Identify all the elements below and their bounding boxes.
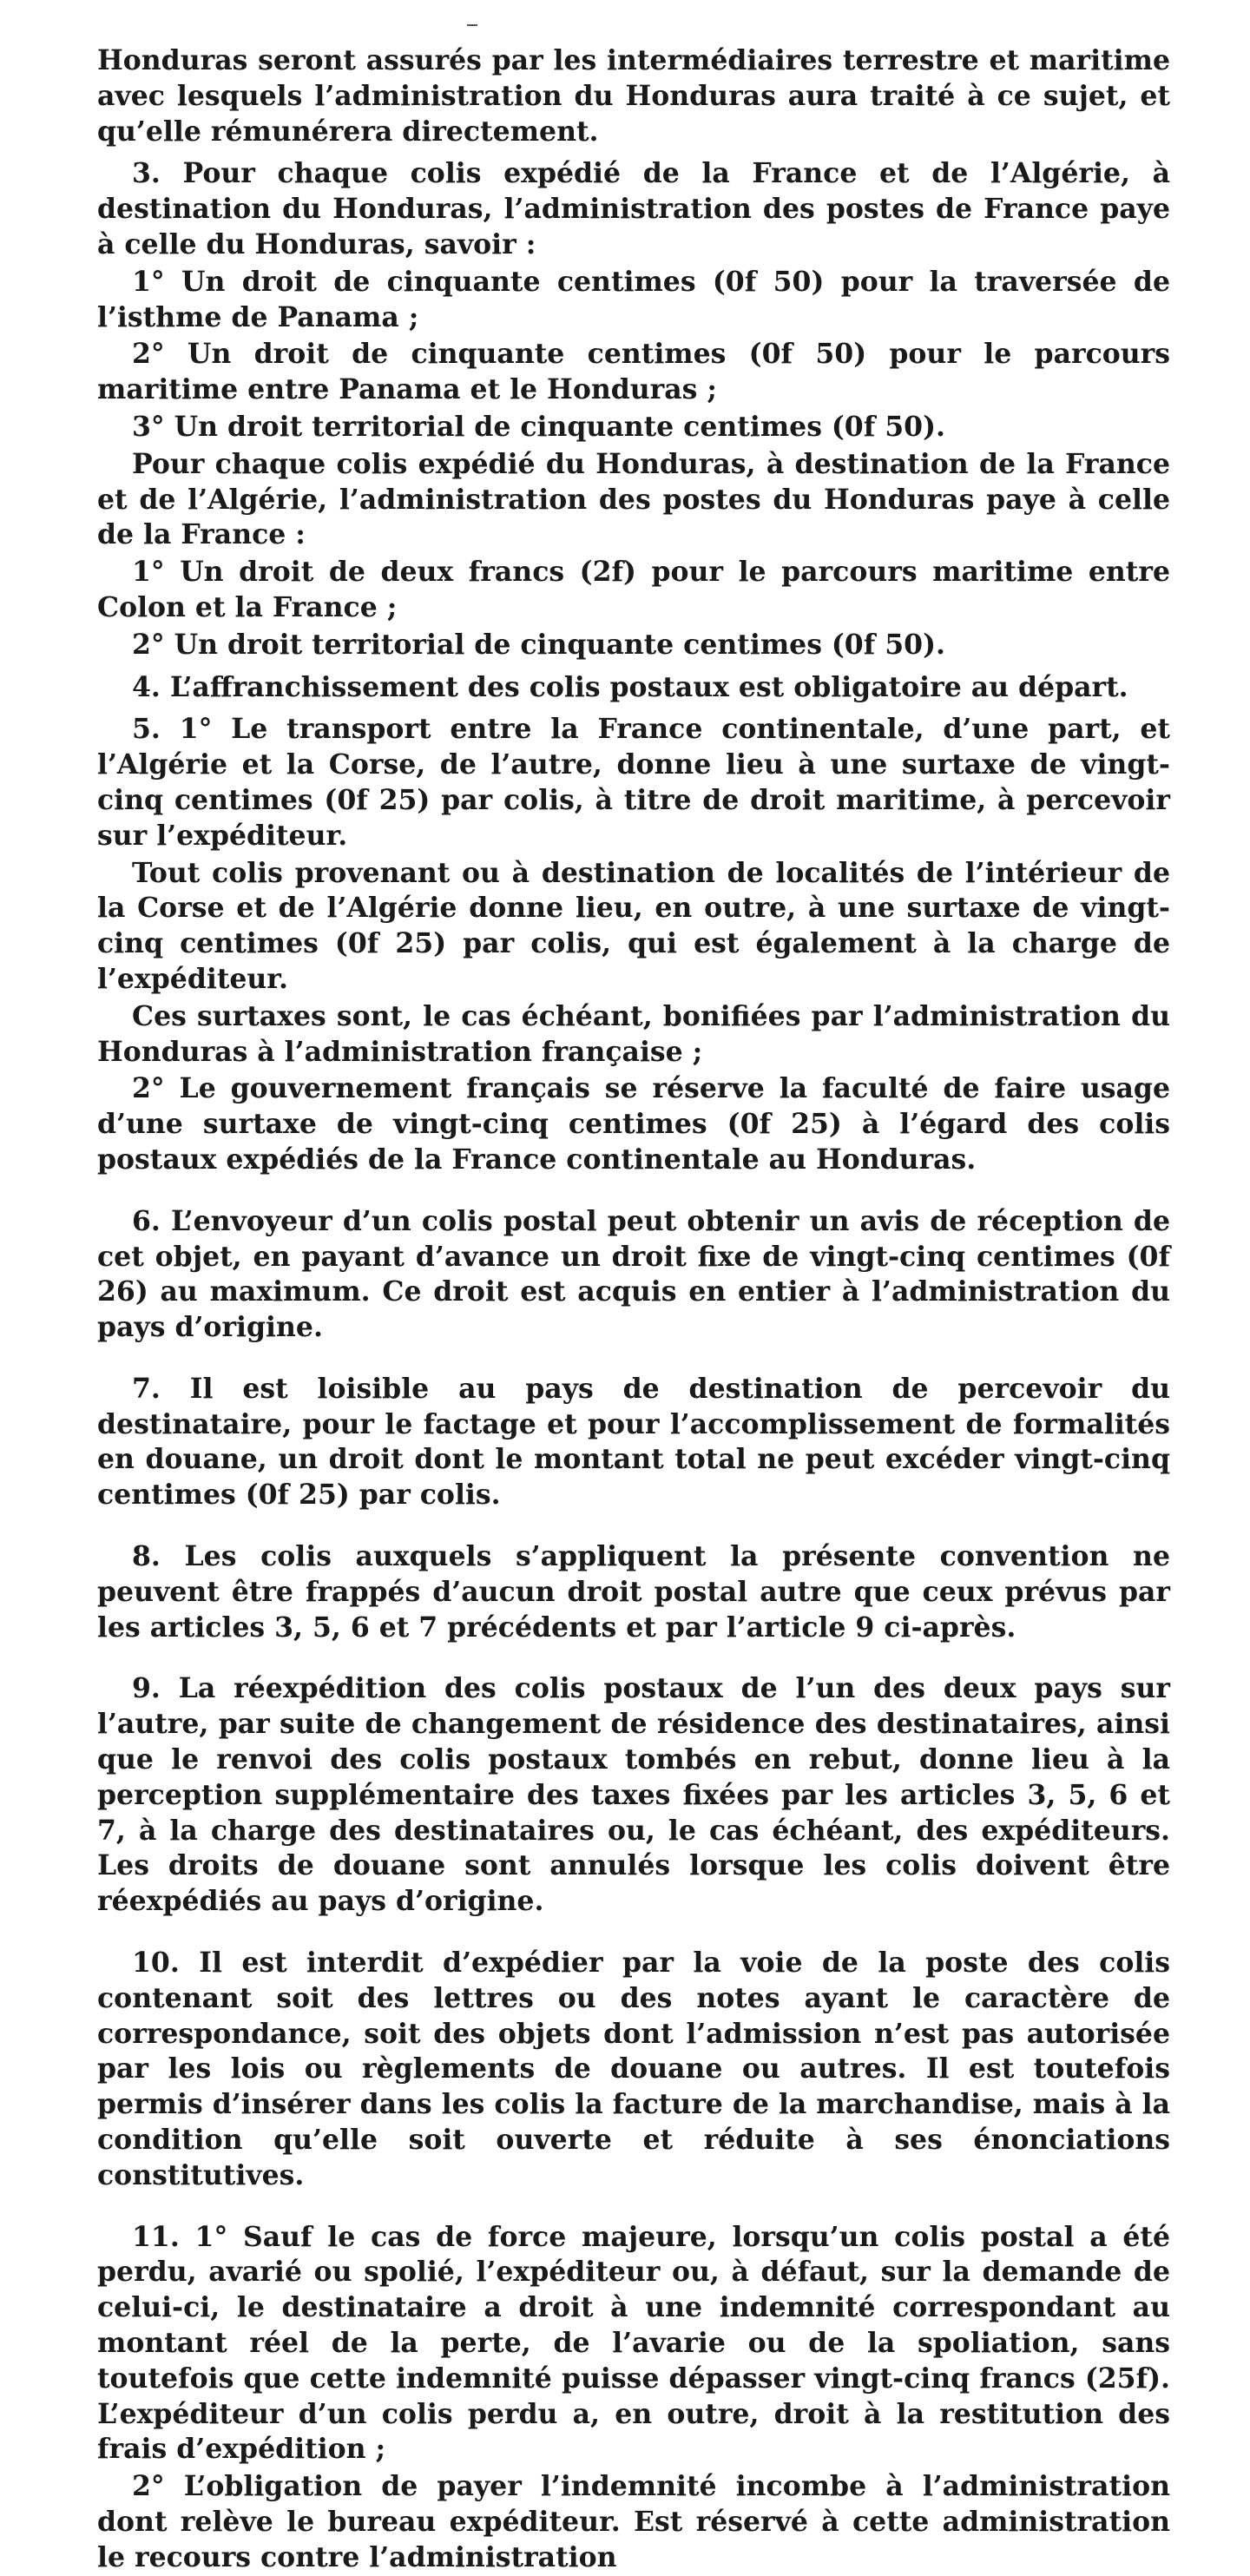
paragraph: 1° Un droit de deux francs (2f) pour le parcours maritime entre Colon et la France ; [97, 556, 1170, 623]
paragraph: 4. L’affranchissement des colis postaux est obligatoire au départ. [132, 670, 1128, 703]
paragraph: 1° Un droit de cinquante centimes (0f 50) pour la traversée de l’isthme de Panama ; [97, 265, 1170, 333]
paragraph: 5. 1° Le transport entre la France continentale, d’une part, et l’Algérie et la Corse, de l’autre, donne lieu à une surtaxe de vingt-cinq centimes (0f 25) par colis, à titre de droit maritime, à percevoir sur l’expéditeur. [97, 713, 1170, 852]
paragraph: Pour chaque colis expédié du Honduras, à destination de la France et de l’Algérie, l’administration des postes du Honduras paye à celle de la France : [97, 447, 1170, 551]
paragraph: 3. Pour chaque colis expédié de la France et de l’Algérie, à destination du Honduras, l’administration des postes de France paye à celle du Honduras, savoir : [97, 157, 1170, 260]
paragraph: 10. Il est interdit d’expédier par la voie de la poste des colis contenant soit des lettres ou des notes ayant le caractère de correspondance, soit des objets dont l’admission n’est pas autorisée par les lois ou règlements de douane ou autres. Il est toutefois permis d’insérer dans les colis la facture de la marchandise, mais à la condition qu’elle soit ouverte et réduite à ses énonciations constitutives. [97, 1947, 1170, 2191]
paragraph: Honduras seront assurés par les intermédiaires terrestre et maritime avec lesquels l’administration du Honduras aura traité à ce sujet, et qu’elle rémunérera directement. [97, 44, 1170, 148]
paragraph: Tout colis provenant ou à destination de localités de l’intérieur de la Corse et de l’Algérie donne lieu, en outre, à une surtaxe de vingt-cinq centimes (0f 25) par colis, qui est également à la charge de l’expéditeur. [97, 856, 1170, 995]
paragraph: 2° L’obligation de payer l’indemnité incombe à l’administration dont relève le bureau expéditeur. Est réservé à cette administration le recours contre l’administration [97, 2470, 1170, 2573]
paragraph: 9. La réexpédition des colis postaux de l’un des deux pays sur l’autre, par suite de changement de résidence des destinataires, ainsi que le renvoi des colis postaux tombés en rebut, donne lieu à la perception supplémentaire des taxes fixées par les articles 3, 5, 6 et 7, à la charge des destinataires ou, le cas échéant, des expéditeurs. Les droits de douane sont annulés lorsque les colis doivent être réexpédiés au pays d’origine. [97, 1672, 1170, 1918]
paragraph: 7. Il est loisible au pays de destination de percevoir du destinataire, pour le factage et pour l’accomplissement de formalités en douane, un droit dont le montant total ne peut excéder vingt-cinq centimes (0f 25) par colis. [97, 1372, 1170, 1512]
paragraph: 11. 1° Sauf le cas de force majeure, lorsqu’un colis postal a été perdu, avarié ou spolié, l’expéditeur ou, à défaut, sur la demande de celui-ci, le destinataire a droit à une indemnité correspondant au montant réel de la perte, de l’avarie ou de la spoliation, sans toutefois que cette indemnité puisse dépasser vingt-cinq francs (25f). L’expéditeur d’un colis perdu a, en outre, droit à la restitution des frais d’expédition ; [97, 2220, 1170, 2466]
paragraph: 2° Le gouvernement français se réserve la faculté de faire usage d’une surtaxe de vingt-cinq centimes (0f 25) à l’égard des colis postaux expédiés de la France continentale au Honduras. [97, 1072, 1170, 1176]
paragraph: 2° Un droit de cinquante centimes (0f 50) pour le parcours maritime entre Panama et le Honduras ; [97, 338, 1170, 406]
page-mark [467, 24, 477, 26]
paragraph: Ces surtaxes sont, le cas échéant, bonifiées par l’administration du Honduras à l’administration française ; [97, 999, 1170, 1068]
paragraph: 2° Un droit territorial de cinquante centimes (0f 50). [132, 628, 945, 661]
paragraph: 8. Les colis auxquels s’appliquent la présente convention ne peuvent être frappés d’aucun droit postal autre que ceux prévus par les articles 3, 5, 6 et 7 précédents et par l’article 9 ci-après. [97, 1540, 1170, 1644]
paragraph: 3° Un droit territorial de cinquante centimes (0f 50). [132, 410, 945, 443]
paragraph: 6. L’envoyeur d’un colis postal peut obtenir un avis de réception de cet objet, en payant d’avance un droit fixe de vingt-cinq centimes (0f 26) au maximum. Ce droit est acquis en entier à l’administration du pays d’origine. [97, 1204, 1170, 1344]
body-text [97, 43, 1170, 2576]
